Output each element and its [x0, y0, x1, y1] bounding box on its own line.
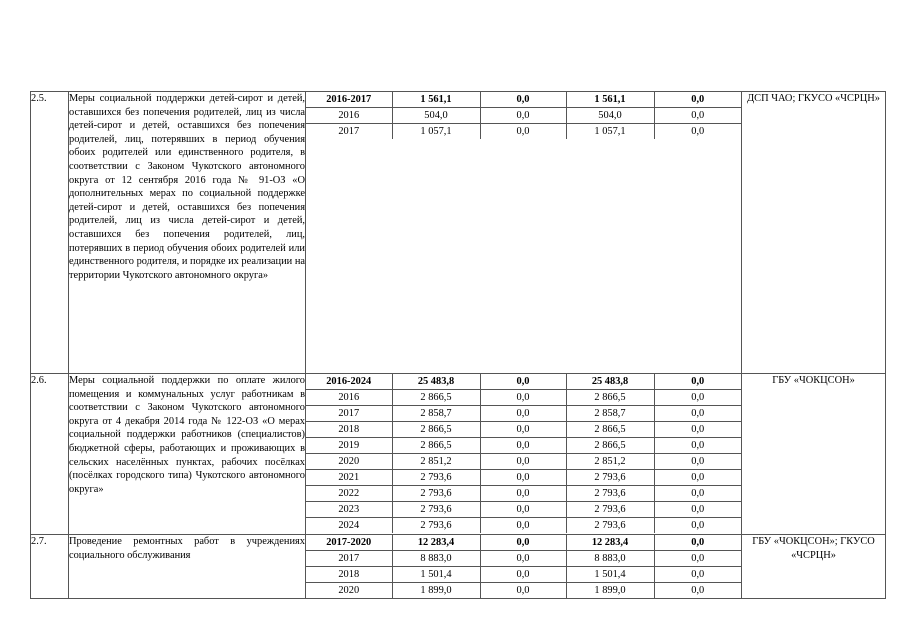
federal-amount-cell: 0,0 — [480, 390, 566, 406]
financing-year-row — [306, 124, 741, 140]
other-amount-cell: 0,0 — [654, 438, 741, 454]
total-amount-cell: 2 866,5 — [392, 390, 480, 406]
regional-amount-cell: 1 561,1 — [566, 92, 654, 108]
other-amount-cell: 0,0 — [654, 551, 741, 567]
financing-table — [306, 374, 741, 533]
responsible-organization: ДСП ЧАО; ГКУСО «ЧСРЦН» — [742, 92, 886, 374]
financing-cell — [306, 92, 742, 374]
financing-year-row — [306, 567, 741, 583]
other-amount-cell: 0,0 — [691, 519, 705, 531]
table-row — [31, 92, 886, 374]
regional-amount-cell: 2 858,7 — [566, 406, 654, 422]
period-cell: 2023 — [306, 502, 392, 518]
period-cell: 2018 — [306, 422, 392, 438]
financing-year-row — [306, 583, 741, 599]
total-amount-cell: 2 793,6 — [392, 502, 480, 518]
total-amount-cell: 2 866,5 — [392, 438, 480, 454]
other-amount-cell: 0,0 — [654, 92, 741, 108]
other-amount-cell: 0,0 — [654, 502, 741, 518]
total-amount-cell: 2 866,5 — [392, 422, 480, 438]
regional-amount-cell: 504,0 — [566, 108, 654, 124]
period-cell: 2017 — [306, 406, 392, 422]
financing-year-row — [306, 454, 741, 470]
other-amount-cell: 0,0 — [691, 125, 705, 137]
federal-amount-cell: 0,0 — [480, 470, 566, 486]
total-amount-cell: 2 793,6 — [392, 518, 480, 534]
total-amount-cell: 1 899,0 — [392, 583, 480, 599]
row-number: 2.7. — [31, 535, 69, 599]
financing-year-row — [306, 470, 741, 486]
other-amount-cell: 0,0 — [654, 108, 741, 124]
period-cell: 2016 — [306, 108, 392, 124]
regional-amount-cell: 1 501,4 — [566, 567, 654, 583]
regional-amount-cell: 1 899,0 — [566, 583, 654, 599]
federal-amount-cell: 0,0 — [480, 422, 566, 438]
program-measures-table — [30, 91, 886, 599]
financing-cell — [306, 535, 742, 599]
other-amount-cell: 0,0 — [654, 535, 741, 551]
row-number: 2.6. — [31, 374, 69, 535]
period-cell: 2021 — [306, 470, 392, 486]
period-cell: 2019 — [306, 438, 392, 454]
total-amount-cell: 25 483,8 — [392, 374, 480, 390]
total-amount-cell: 504,0 — [392, 108, 480, 124]
regional-amount-cell: 1 057,1 — [566, 124, 654, 140]
financing-table — [306, 535, 741, 598]
regional-amount-cell: 25 483,8 — [566, 374, 654, 390]
measure-description: Меры социальной поддержки по оплате жилого помещения и коммунальных услуг работникам в соответствии с Законом Чукотского автономного округа от 4 декабря 2014 года № 122-ОЗ «О мерах социальной поддержки работников (специалистов) бюджетной сферы, работающих и проживающих в сельских населённых пунктах, рабочих посёлках (посёлках городского типа) Чукотского автономного округа» — [69, 374, 306, 535]
federal-amount-cell: 0,0 — [480, 124, 566, 140]
period-cell: 2022 — [306, 486, 392, 502]
regional-amount-cell: 12 283,4 — [566, 535, 654, 551]
total-amount-cell: 1 057,1 — [392, 124, 480, 140]
federal-amount-cell: 0,0 — [480, 486, 566, 502]
document-page — [30, 91, 886, 599]
federal-amount-cell: 0,0 — [480, 374, 566, 390]
financing-total-row — [306, 374, 741, 390]
total-amount-cell: 8 883,0 — [392, 551, 480, 567]
regional-amount-cell: 2 866,5 — [566, 422, 654, 438]
period-cell: 2017 — [306, 551, 392, 567]
financing-year-row — [306, 486, 741, 502]
regional-amount-cell: 2 866,5 — [566, 390, 654, 406]
total-amount-cell: 2 793,6 — [392, 486, 480, 502]
financing-year-row — [306, 108, 741, 124]
regional-amount-cell: 2 793,6 — [566, 518, 654, 534]
financing-cell — [306, 374, 742, 535]
federal-amount-cell: 0,0 — [480, 518, 566, 534]
regional-amount-cell: 2 793,6 — [566, 470, 654, 486]
period-cell: 2016-2017 — [306, 92, 392, 108]
total-amount-cell: 2 858,7 — [392, 406, 480, 422]
regional-amount-cell: 2 793,6 — [566, 502, 654, 518]
financing-year-row — [306, 390, 741, 406]
total-amount-cell: 2 793,6 — [392, 470, 480, 486]
other-amount-cell: 0,0 — [654, 454, 741, 470]
federal-amount-cell: 0,0 — [480, 108, 566, 124]
federal-amount-cell: 0,0 — [480, 438, 566, 454]
other-amount-cell: 0,0 — [654, 374, 741, 390]
total-amount-cell: 1 561,1 — [392, 92, 480, 108]
other-amount-cell: 0,0 — [691, 584, 705, 596]
other-amount-cell: 0,0 — [654, 470, 741, 486]
period-cell: 2024 — [306, 518, 392, 534]
financing-year-row — [306, 438, 741, 454]
responsible-organization: ГБУ «ЧОКЦСОН» — [742, 374, 886, 535]
period-cell: 2020 — [306, 454, 392, 470]
period-cell: 2016-2024 — [306, 374, 392, 390]
federal-amount-cell: 0,0 — [480, 406, 566, 422]
regional-amount-cell: 2 793,6 — [566, 486, 654, 502]
federal-amount-cell: 0,0 — [480, 454, 566, 470]
financing-year-row — [306, 551, 741, 567]
table-row — [31, 374, 886, 535]
period-cell: 2017-2020 — [306, 535, 392, 551]
other-amount-cell: 0,0 — [654, 486, 741, 502]
financing-total-row — [306, 535, 741, 551]
period-cell: 2017 — [306, 124, 392, 140]
federal-amount-cell: 0,0 — [480, 92, 566, 108]
federal-amount-cell: 0,0 — [480, 583, 566, 599]
row-number: 2.5. — [31, 92, 69, 374]
other-amount-cell: 0,0 — [654, 567, 741, 583]
period-cell: 2016 — [306, 390, 392, 406]
period-cell: 2018 — [306, 567, 392, 583]
responsible-organization: ГБУ «ЧОКЦСОН»; ГКУСО «ЧСРЦН» — [742, 535, 886, 599]
federal-amount-cell: 0,0 — [480, 535, 566, 551]
federal-amount-cell: 0,0 — [480, 551, 566, 567]
financing-total-row — [306, 92, 741, 108]
other-amount-cell: 0,0 — [654, 390, 741, 406]
regional-amount-cell: 2 851,2 — [566, 454, 654, 470]
other-amount-cell: 0,0 — [654, 406, 741, 422]
total-amount-cell: 2 851,2 — [392, 454, 480, 470]
regional-amount-cell: 8 883,0 — [566, 551, 654, 567]
financing-year-row — [306, 518, 741, 534]
other-amount-cell: 0,0 — [654, 422, 741, 438]
regional-amount-cell: 2 866,5 — [566, 438, 654, 454]
measure-description: Меры социальной поддержки детей-сирот и детей, оставшихся без попечения родителей, лиц из числа детей-сирот и детей, оставшихся без попечения родителей, лиц, потерявших в период обучения обоих родителей или единственного родителя, в соответствии с Законом Чукотского автономного округа от 12 сентября 2016 года № 91-ОЗ «О дополнительных мерах по социальной поддержке детей-сирот и детей, оставшихся без попечения родителей, лиц из числа детей-сирот и детей, оставшихся без попечения родителей, лиц, потерявших в период обучения обоих родителей или единственного родителя, и порядке их реализации на территории Чукотского автономного округа» — [69, 92, 306, 374]
measure-description: Проведение ремонтных работ в учреждениях социального обслуживания — [69, 535, 306, 599]
financing-year-row — [306, 422, 741, 438]
financing-table — [306, 92, 741, 139]
total-amount-cell: 12 283,4 — [392, 535, 480, 551]
financing-year-row — [306, 502, 741, 518]
table-row — [31, 535, 886, 599]
federal-amount-cell: 0,0 — [480, 567, 566, 583]
federal-amount-cell: 0,0 — [480, 502, 566, 518]
financing-year-row — [306, 406, 741, 422]
period-cell: 2020 — [306, 583, 392, 599]
total-amount-cell: 1 501,4 — [392, 567, 480, 583]
